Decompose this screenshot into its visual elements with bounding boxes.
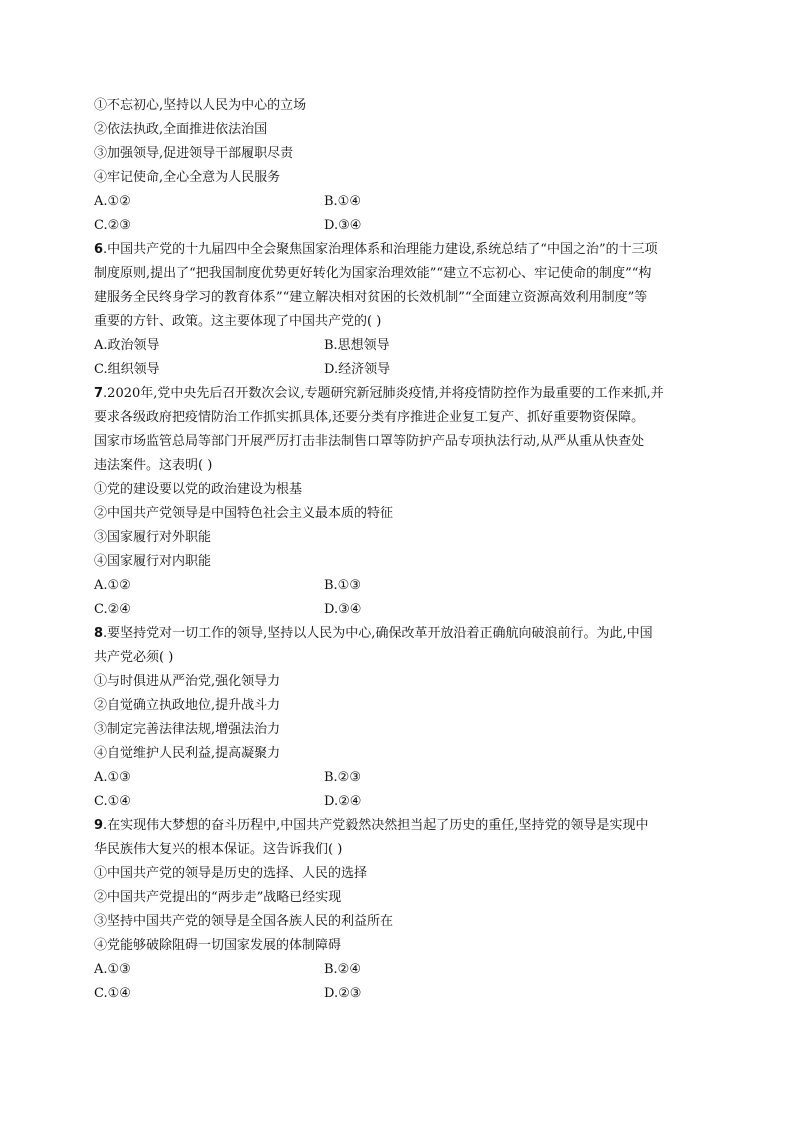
statement: ②中国共产党提出的“两步走”战略已经实现 (94, 890, 342, 905)
question-9 (94, 814, 706, 1006)
option-d[interactable]: D.经济领导 (324, 362, 391, 377)
statement: ②自觉确立执政地位,提升战斗力 (94, 698, 281, 713)
option-d[interactable]: D.③④ (324, 218, 362, 233)
option-a[interactable]: A.政治领导 (94, 338, 160, 353)
question-stem-line: 共产党必须( ) (94, 650, 174, 665)
question-number: 8 (94, 626, 104, 641)
question-stem-line: 国家市场监管总局等部门开展严厉打击非法制售口罩等防护产品专项执法行动,从严从重从快查处 (94, 434, 645, 449)
options-row (94, 790, 706, 814)
option-a[interactable]: A.①③ (94, 770, 131, 785)
options-row (94, 766, 706, 790)
option-b[interactable]: B.①③ (324, 578, 361, 593)
question-6 (94, 238, 706, 382)
option-a[interactable]: A.①③ (94, 962, 131, 977)
option-c[interactable]: C.组织领导 (94, 362, 160, 377)
statement: ②中国共产党领导是中国特色社会主义最本质的特征 (94, 506, 394, 521)
question-7 (94, 382, 706, 622)
statement: ④牢记使命,全心全意为人民服务 (94, 170, 281, 185)
options-row (94, 958, 706, 982)
exam-page (94, 94, 706, 1006)
question-stem-line: 要求各级政府把疫情防治工作抓实抓具体,还要分类有序推进企业复工复产、抓好重要物资保障。 (94, 410, 645, 425)
options-row (94, 982, 706, 1006)
question-stem-line: 违法案件。这表明( ) (94, 458, 213, 473)
statement: ③国家履行对外职能 (94, 530, 212, 545)
statement: ③坚持中国共产党的领导是全国各族人民的利益所在 (94, 914, 394, 929)
question-stem-line: 9.在实现伟大梦想的奋斗历程中,中国共产党毅然决然担当起了历史的重任,坚持党的领导是实现中 (94, 818, 649, 833)
statement: ①中国共产党的领导是历史的选择、人民的选择 (94, 866, 368, 881)
options-row (94, 598, 706, 622)
option-d[interactable]: D.③④ (324, 602, 362, 617)
statement: ①与时俱进从严治党,强化领导力 (94, 674, 281, 689)
question-stem-line: 重要的方针、政策。这主要体现了中国共产党的( ) (94, 314, 382, 329)
options-row (94, 214, 706, 238)
question-stem-line: 制度原则,提出了“把我国制度优势更好转化为国家治理效能”“建立不忘初心、牢记使命的制度”“构 (94, 266, 652, 281)
option-d[interactable]: D.②③ (324, 986, 362, 1001)
question-number: 9 (94, 818, 104, 833)
statement: ④自觉维护人民利益,提高凝聚力 (94, 746, 281, 761)
option-c[interactable]: C.②④ (94, 602, 131, 617)
statement: ④党能够破除阻碍一切国家发展的体制障碍 (94, 938, 342, 953)
options-row (94, 574, 706, 598)
statement: ③制定完善法律法规,增强法治力 (94, 722, 281, 737)
statement: ②依法执政,全面推进依法治国 (94, 122, 268, 137)
option-b[interactable]: B.②④ (324, 962, 361, 977)
option-b[interactable]: B.思想领导 (324, 338, 390, 353)
question-stem-line: 7.2020年,党中央先后召开数次会议,专题研究新冠肺炎疫情,并将疫情防控作为最重要的工作来抓,并 (94, 386, 664, 401)
question-stem-line: 建服务全民终身学习的教育体系”“建立解决相对贫困的长效机制”“全面建立资源高效利用制度”等 (94, 290, 648, 305)
question-stem-line: 6.中国共产党的十九届四中全会聚焦国家治理体系和治理能力建设,系统总结了“中国之治”的十三项 (94, 242, 658, 257)
option-a[interactable]: A.①② (94, 194, 131, 209)
question-number: 6 (94, 242, 104, 257)
question-number: 7 (94, 386, 104, 401)
option-c[interactable]: C.②③ (94, 218, 131, 233)
question-5-continuation (94, 94, 706, 238)
option-c[interactable]: C.①④ (94, 986, 131, 1001)
option-c[interactable]: C.①④ (94, 794, 131, 809)
options-row (94, 358, 706, 382)
options-row (94, 334, 706, 358)
question-stem-line: 华民族伟大复兴的根本保证。这告诉我们( ) (94, 842, 343, 857)
question-stem-line: 8.要坚持党对一切工作的领导,坚持以人民为中心,确保改革开放沿着正确航向破浪前行。为此,中国 (94, 626, 653, 641)
option-b[interactable]: B.②③ (324, 770, 361, 785)
statement: ④国家履行对内职能 (94, 554, 212, 569)
option-d[interactable]: D.②④ (324, 794, 362, 809)
option-a[interactable]: A.①② (94, 578, 131, 593)
statement: ①党的建设要以党的政治建设为根基 (94, 482, 303, 497)
statement: ①不忘初心,坚持以人民为中心的立场 (94, 98, 307, 113)
options-row (94, 190, 706, 214)
question-8 (94, 622, 706, 814)
statement: ③加强领导,促进领导干部履职尽责 (94, 146, 294, 161)
option-b[interactable]: B.①④ (324, 194, 361, 209)
